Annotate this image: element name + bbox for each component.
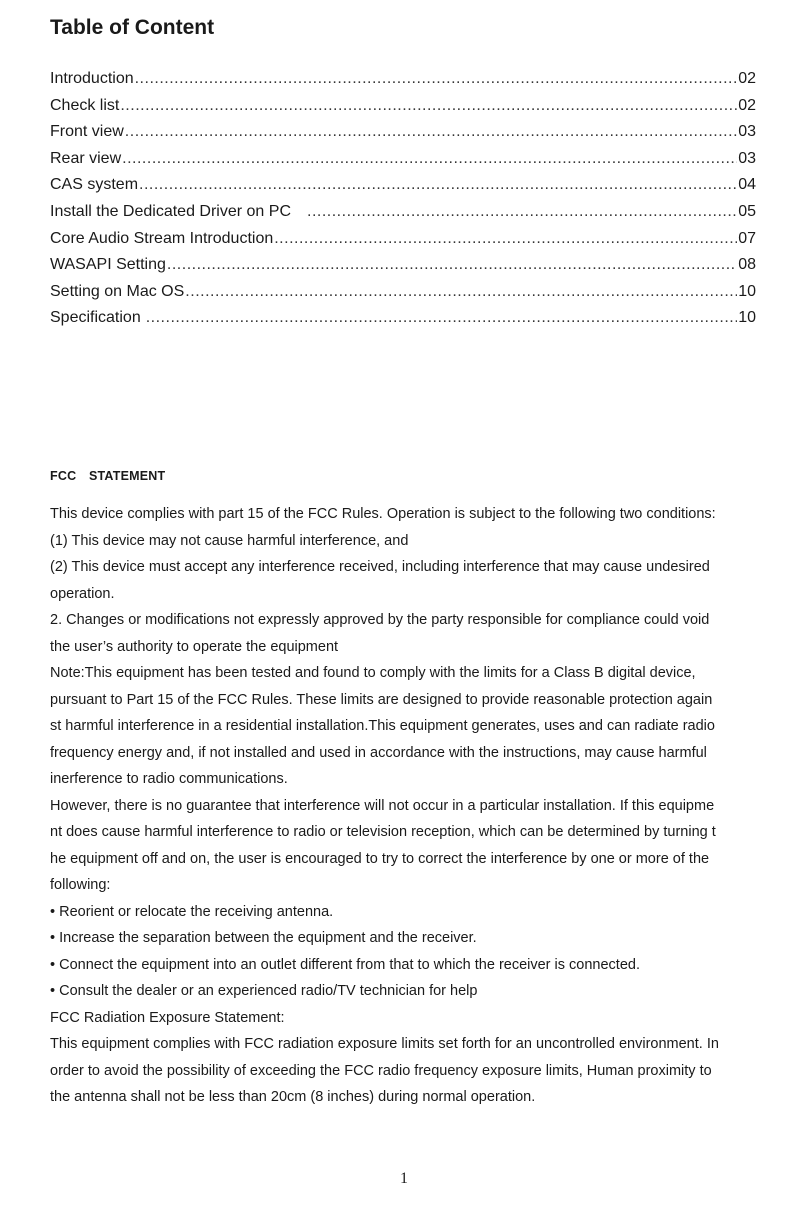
toc-entry (50, 309, 756, 336)
toc-entry-page: 10 (738, 309, 756, 327)
fcc-text-line: operation. (50, 585, 115, 602)
toc-entry (50, 256, 756, 283)
fcc-bullet-item: • Connect the equipment into an outlet different from that to which the receiver is connected. (50, 956, 640, 973)
toc-entry-page: 03 (738, 149, 756, 167)
fcc-text-line: frequency energy and, if not installed and used in accordance with the instructions, may cause harmful (50, 744, 707, 761)
toc-entry-label: Introduction (50, 70, 134, 87)
fcc-text-line: (2) This device must accept any interference received, including interference that may cause undesired (50, 559, 710, 575)
toc-leader-dots (146, 309, 737, 327)
fcc-statement-body (50, 501, 762, 1111)
toc-entry-page: 02 (738, 70, 756, 87)
fcc-text-line: This device complies with part 15 of the FCC Rules. Operation is subject to the following two conditions: (50, 506, 716, 522)
toc-entry (50, 283, 756, 310)
toc-leader-dots (120, 97, 737, 115)
toc-leader-dots (135, 70, 738, 88)
toc-entry-label: Rear view (50, 149, 122, 167)
fcc-text-line: inerference to radio communications. (50, 771, 288, 787)
toc-leader-dots (307, 203, 737, 221)
toc-leader-dots (167, 256, 737, 274)
toc-entry (50, 123, 756, 150)
toc-entry-label: CAS system (50, 176, 139, 194)
fcc-bullet-item: • Increase the separation between the equipment and the receiver. (50, 930, 477, 946)
fcc-text-line: 2. Changes or modifications not expressly approved by the party responsible for compliance could void (50, 612, 710, 628)
toc-leader-dots (139, 176, 737, 194)
fcc-text-line: st harmful interference in a residential installation.This equipment generates, uses and can radiate radio (50, 718, 715, 734)
toc-entry-page: 03 (738, 123, 756, 141)
toc-entry-page: 02 (738, 96, 756, 114)
toc-entry (50, 176, 756, 203)
fcc-text-line: (1) This device may not cause harmful interference, and (50, 532, 409, 549)
toc-entry-page: 08 (738, 256, 756, 274)
toc-leader-dots (185, 283, 737, 301)
toc-entry (50, 150, 756, 177)
fcc-text-line: nt does cause harmful interference to radio or television reception, which can be determined by turning t (50, 824, 716, 840)
toc-entry (50, 97, 756, 124)
toc-entry (50, 203, 756, 230)
fcc-statement-heading: FCC STATEMENT (50, 469, 166, 483)
toc-leader-dots (125, 123, 737, 141)
fcc-text-line: following: (50, 877, 111, 893)
toc-entry-page: 07 (738, 229, 756, 247)
fcc-text-line: the user’s authority to operate the equipment (50, 638, 339, 655)
toc-entry-label: Install the Dedicated Driver on PC (50, 202, 291, 220)
fcc-text-line: the antenna shall not be less than 20cm (8 inches) during normal operation. (50, 1089, 536, 1105)
toc-entry-label: Specification (50, 309, 141, 327)
toc-entry-page: 05 (738, 202, 756, 220)
toc-entry-label: Core Audio Stream Introduction (50, 229, 274, 247)
fcc-text-line: However, there is no guarantee that interference will not occur in a particular installation. If this equipme (50, 797, 715, 814)
toc-list (50, 70, 756, 336)
fcc-bullet-item: • Reorient or relocate the receiving antenna. (50, 903, 334, 920)
page-number: 1 (400, 1170, 408, 1187)
fcc-radiation-heading: FCC Radiation Exposure Statement: (50, 1009, 285, 1026)
toc-leader-dots (122, 150, 737, 168)
toc-entry-page: 10 (738, 282, 756, 300)
fcc-bullet-item: • Consult the dealer or an experienced radio/TV technician for help (50, 983, 478, 999)
toc-entry (50, 70, 756, 97)
toc-entry (50, 230, 756, 257)
toc-entry-label: Setting on Mac OS (50, 282, 185, 300)
fcc-text-line: This equipment complies with FCC radiation exposure limits set forth for an uncontrolled environment. In (50, 1036, 719, 1052)
fcc-text-line: Note:This equipment has been tested and found to comply with the limits for a Class B digital device, (50, 665, 696, 681)
toc-entry-label: WASAPI Setting (50, 256, 166, 274)
fcc-text-line: pursuant to Part 15 of the FCC Rules. These limits are designed to provide reasonable protection again (50, 691, 713, 708)
fcc-text-line: he equipment off and on, the user is encouraged to try to correct the interference by one or more of the (50, 850, 710, 867)
toc-title: Table of Content (50, 16, 215, 39)
toc-entry-label: Front view (50, 123, 124, 141)
fcc-text-line: order to avoid the possibility of exceeding the FCC radio frequency exposure limits, Human proximity to (50, 1062, 712, 1079)
toc-leader-dots (274, 230, 737, 248)
toc-entry-label: Check list (50, 96, 120, 114)
toc-entry-page: 04 (738, 176, 756, 194)
